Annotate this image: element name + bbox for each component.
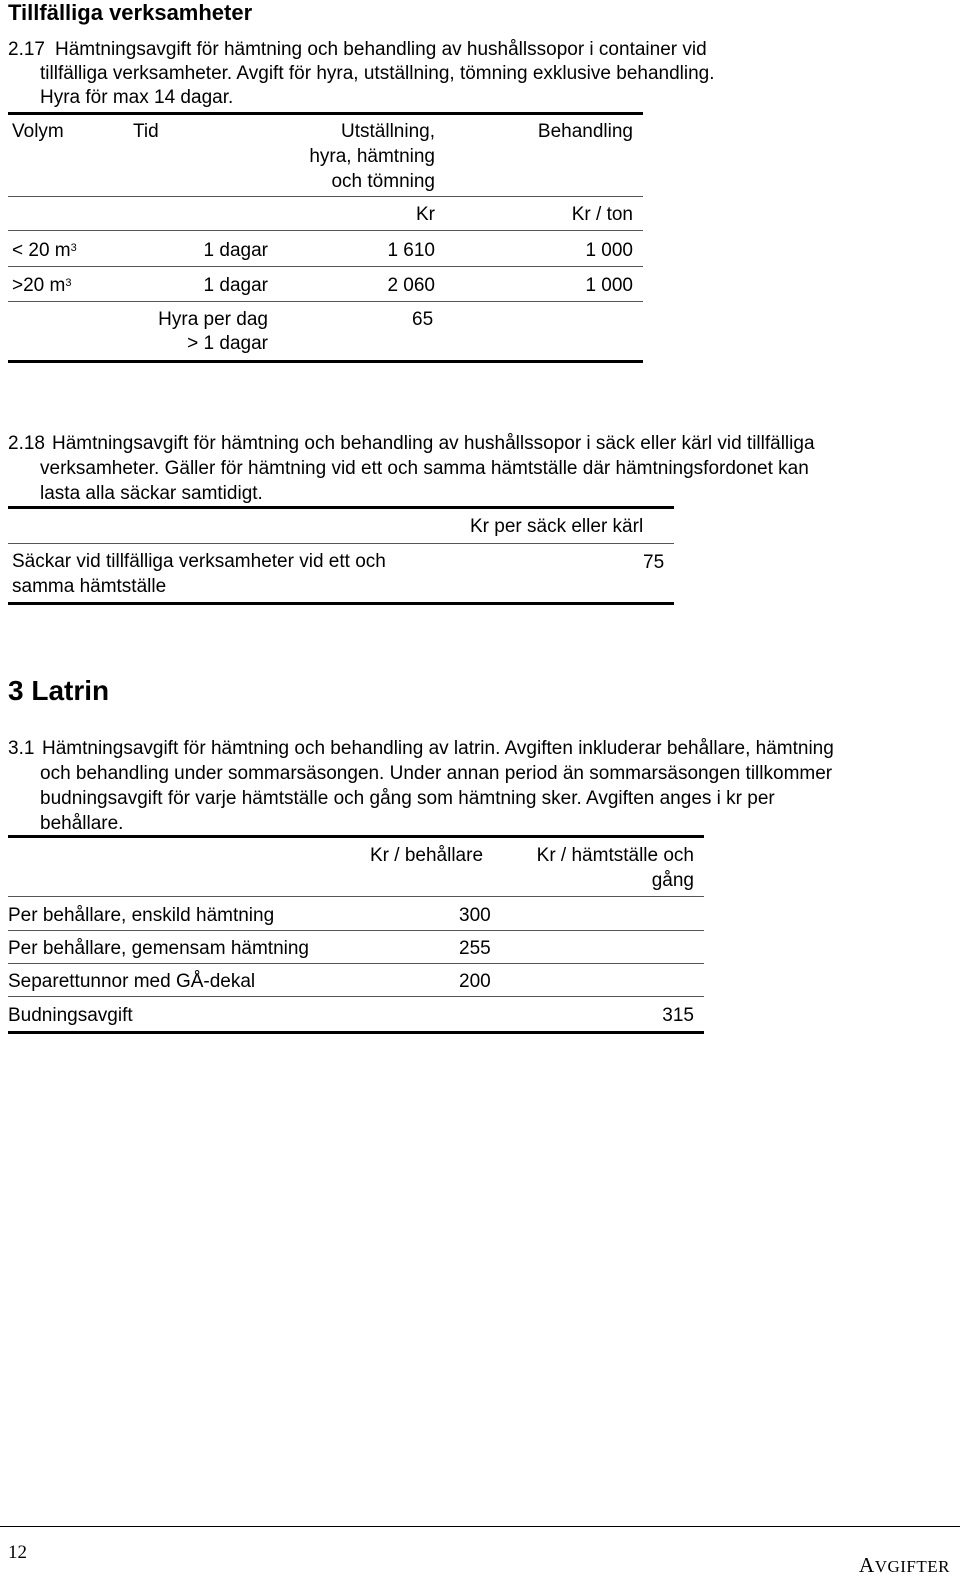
cell-kr-behallare: 300 [459,905,491,926]
table-rule [8,506,674,509]
col-header-utstallning: Utställning, [341,121,435,142]
page-number: 12 [8,1542,27,1563]
item-number-2-17: 2.17 [8,39,45,60]
col-header-utstallning: hyra, hämtning [309,146,435,167]
table-rule [8,543,674,544]
item-text-line: tillfälliga verksamheter. Avgift för hyra, utställning, tömning exklusive behandling. [40,63,715,84]
col-header-kr-behallare: Kr / behållare [370,845,484,866]
col-header-kr-hamtstalle: gång [651,870,694,891]
col-header-kr-hamtstalle: Kr / hämtställe och [536,845,694,866]
cell-kr: 65 [412,309,434,330]
cell-volym: < 20 $m^3$ [12,240,77,261]
cell-volym: >20 $m^3$ [12,275,72,296]
cell-tid: 1 dagar [203,240,268,261]
col-header-kr-per-sack: Kr per säck eller kärl [470,516,644,537]
cell-kr-hamtstalle: 315 [662,1005,694,1026]
cell-behandling: 1 000 [585,275,633,296]
table-rule [8,230,643,231]
table-rule [8,896,704,897]
cell-kr: 2 060 [387,275,435,296]
table-rule [8,1031,704,1034]
item-text-line: Hämtningsavgift för hämtning och behandling av hushållssopor i säck eller kärl vid tillfälliga [52,433,815,454]
col-header-behandling: Behandling [537,121,633,142]
cell-kr-behallare: 255 [459,938,491,959]
unit-kr-ton: Kr / ton [571,204,633,225]
row-label: Separettunnor med GÅ-dekal [8,971,256,992]
table-rule [8,266,643,267]
table-rule [8,196,643,197]
cell-tid: 1 dagar [203,275,268,296]
item-text-line: och behandling under sommarsäsongen. Under annan period än sommarsäsongen tillkommer [40,763,833,784]
cell-kr: 1 610 [387,240,435,261]
col-header-volym: Volym [12,121,64,142]
table-rule [8,930,704,931]
row-label: Per behållare, enskild hämtning [8,905,275,926]
col-header-utstallning: och tömning [331,171,435,192]
item-number-2-18: 2.18 [8,433,45,454]
row-label: Per behållare, gemensam hämtning [8,938,310,959]
row-label: Budningsavgift [8,1005,133,1026]
table-rule [8,963,704,964]
table-rule [8,112,643,115]
item-text-line: Hämtningsavgift för hämtning och behandling av hushållssopor i container vid [55,39,707,60]
unit-kr: Kr [416,204,435,225]
table-rule [8,301,643,302]
item-text-line: Hämtningsavgift för hämtning och behandling av latrin. Avgiften inkluderar behållare, hämtning [42,738,834,759]
item-text-line: Hyra för max 14 dagar. [40,87,234,108]
item-text-line: verksamheter. Gäller för hämtning vid ett och samma hämtställe där hämtningsfordonet kan [40,458,809,479]
table-rule [8,996,704,997]
running-footer-title: AVGIFTER [859,1553,950,1577]
item-text-line: behållare. [40,813,124,834]
cell-kr-behallare: 200 [459,971,491,992]
item-text-line: budningsavgift för varje hämtställe och gång som hämtning sker. Avgiften anges i kr per [40,788,775,809]
row-label: samma hämtställe [12,576,167,597]
row-value: 75 [643,552,665,573]
col-header-tid: Tid [133,121,159,142]
cell-behandling: 1 000 [585,240,633,261]
footer-rule [0,1526,960,1527]
item-number-3-1: 3.1 [8,738,35,759]
cell-tid: > 1 dagar [187,333,268,354]
section-title: Tillfälliga verksamheter [8,0,253,25]
table-rule [8,835,704,838]
cell-tid: Hyra per dag [158,309,268,330]
section-heading-latrin: 3 Latrin [8,675,110,706]
row-label: Säckar vid tillfälliga verksamheter vid ett och [12,551,386,572]
table-rule [8,360,643,363]
table-rule [8,602,674,605]
item-text-line: lasta alla säckar samtidigt. [40,483,263,504]
